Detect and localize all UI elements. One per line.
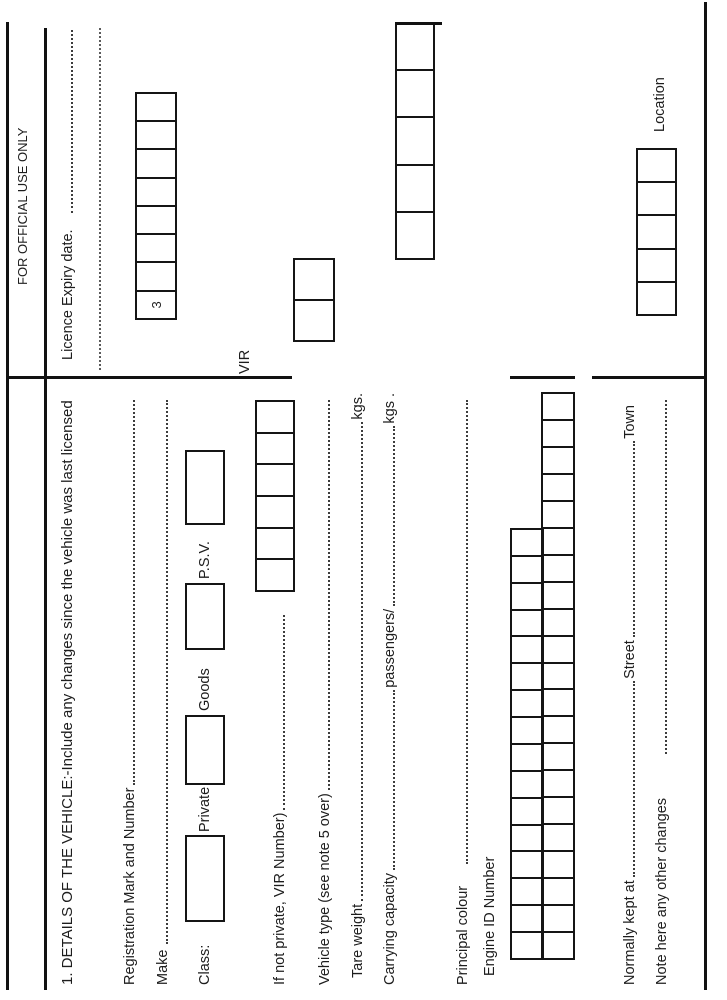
vir-number-cell [257,560,293,590]
class-label: Class: [197,944,213,985]
official-code-cell [397,118,433,165]
official-code-boxes [395,22,435,260]
town-label: Town [622,405,638,439]
engine-id-cell [512,879,542,906]
engine-id-cell [512,906,542,933]
section-divider [510,376,575,379]
engine-id-cell [543,798,573,825]
class-goods-label: Goods [197,668,213,711]
licence-expiry-cell [137,235,175,263]
engine-id-cell [543,906,573,933]
other-changes-label: Note here any other changes [654,797,670,985]
engine-id-cell [543,421,573,448]
engine-id-cell [512,772,542,799]
engine-id-cell [512,611,542,638]
engine-id-cell [543,475,573,502]
engine-id-cell [512,745,542,772]
engine-id-cell [512,691,542,718]
class-psv-box [185,583,225,650]
normally-kept-dotted-line [633,681,635,877]
engine-id-cell [512,718,542,745]
registration-label: Registration Mark and Number [122,787,138,985]
tare-weight-row [349,393,367,978]
engine-id-cell [543,502,573,529]
licence-expiry-cell: 3 [148,301,164,309]
vehicle-type-row [316,398,334,985]
capacity-weight-dotted-line [393,426,395,606]
form-border-top [6,22,9,990]
vir-number-cell [257,434,293,466]
registration-row [121,398,139,985]
location-cell [638,150,675,183]
class-psv-label: P.S.V. [197,541,213,579]
engine-id-cell [512,664,542,691]
class-goods-box [185,715,225,785]
official-use-heading: FOR OFFICIAL USE ONLY [15,127,30,285]
engine-id-cell [543,583,573,610]
engine-id-cell [543,637,573,664]
licence-expiry-boxes [135,92,177,320]
location-cell [638,283,675,314]
official-code-box-edge [395,22,442,25]
carrying-capacity-dotted-line [393,690,395,870]
engine-id-cell [543,664,573,691]
location-cell [638,250,675,283]
street-label: Street [622,640,638,679]
engine-id-boxes-upper [510,528,544,960]
other-changes-row [653,398,671,985]
engine-id-cell [543,825,573,852]
licence-expiry-dotted-line [71,30,73,213]
make-dotted-line [166,400,168,944]
official-vir-label: VIR [237,349,253,374]
engine-id-cell [543,933,573,958]
licence-expiry-label: Licence Expiry date. [60,229,76,360]
principal-colour-label: Principal colour [455,885,471,985]
vir-number-dotted-line [283,615,285,810]
header-divider [44,28,47,990]
class-private-box [185,835,225,922]
location-boxes [636,148,677,316]
tare-weight-unit: kgs. [350,393,366,420]
section-divider [592,376,706,379]
official-vir-cell [295,260,333,301]
carrying-capacity-row [381,393,399,985]
engine-id-cell [543,690,573,717]
engine-id-cell [512,853,542,880]
street-dotted-line [633,441,635,637]
location-cell [638,216,675,249]
vir-number-row [271,613,289,985]
principal-colour-dotted-line [466,400,468,864]
form-border-bottom [704,2,707,990]
normally-kept-row [621,405,639,985]
engine-id-cell [543,556,573,583]
engine-id-label: Engine ID Number [482,856,498,976]
official-code-cell [397,24,433,71]
vir-number-cell [257,465,293,497]
vir-number-cell [257,529,293,561]
engine-id-cell [512,933,542,958]
make-label: Make [155,949,171,985]
class-extra-box [185,450,225,525]
licence-expiry-row [59,28,77,360]
carrying-capacity-label: Carrying capacity [382,872,398,985]
engine-id-cell [543,529,573,556]
location-cell [638,183,675,216]
engine-id-cell [543,717,573,744]
vir-number-label: If not private, VIR Number) [272,812,288,985]
class-private-label: Private [197,786,213,832]
engine-id-cell [512,557,542,584]
licence-expiry-cell [137,122,175,150]
tare-weight-label: Tare weight [350,903,366,978]
vir-number-cell [257,497,293,529]
other-changes-dotted-line [665,400,667,754]
carrying-capacity-unit: kgs . [382,392,398,424]
normally-kept-label: Normally kept at [622,880,638,985]
principal-colour-row [454,398,472,985]
engine-id-cell [512,584,542,611]
engine-id-cell [543,744,573,771]
licence-expiry-cell [137,207,175,235]
section-title: 1. DETAILS OF THE VEHICLE:-Include any changes since the vehicle was last licensed [59,400,76,985]
vehicle-type-dotted-line [328,400,330,790]
official-code-cell [397,213,433,258]
engine-id-cell [543,394,573,421]
licence-expiry-cell [137,264,175,292]
vehicle-type-label: Vehicle type (see note 5 over) [317,793,333,985]
section-divider [6,376,292,379]
licence-expiry-cell [137,179,175,207]
passengers-label: passengers/ [382,608,398,688]
location-label: Location [652,77,668,132]
tare-weight-dotted-line [361,422,363,901]
official-code-cell [397,71,433,118]
licence-expiry-cell [137,151,175,179]
official-vir-boxes [293,258,335,342]
engine-id-cell [543,610,573,637]
make-row [154,398,172,985]
engine-id-cell [512,530,542,557]
vir-number-cell [257,402,293,434]
licence-expiry-cell [137,94,175,122]
engine-id-cell [543,879,573,906]
official-vir-cell [295,301,333,340]
registration-dotted-line [133,400,135,785]
engine-id-cell [512,638,542,665]
official-use-dotted-line [99,28,101,370]
engine-id-cell [512,826,542,853]
official-code-cell [397,166,433,213]
engine-id-boxes-lower [541,392,575,960]
engine-id-cell [543,771,573,798]
engine-id-cell [512,799,542,826]
engine-id-cell [543,852,573,879]
vir-number-boxes [255,400,295,592]
engine-id-cell [543,448,573,475]
